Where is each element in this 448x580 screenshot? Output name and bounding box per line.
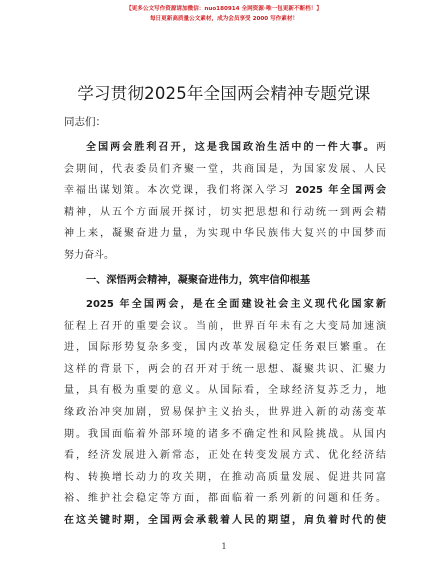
text-run: 缘政治冲突加剧，贸易保护主义抬头，世界进入新的动荡变革 bbox=[64, 407, 386, 418]
text-line bbox=[64, 317, 386, 332]
text-line bbox=[64, 489, 386, 504]
bold-run: 2025 年全国两会，是在全面建设社会主义现代化国家新 bbox=[86, 299, 386, 310]
text-line bbox=[86, 295, 386, 310]
text-line bbox=[64, 224, 386, 239]
text-run: 征程上召开的重要会议。当前，世界百年未有之大变局加速演 bbox=[64, 320, 386, 332]
section-heading-1: 一、深悟两会精神，凝聚奋进伟力，筑牢信仰根基 bbox=[86, 275, 311, 286]
banner-line-1: 【更多公文写作资源请加微信：nuo180914 全网资源·唯一包更新不断档！】 bbox=[126, 6, 322, 12]
bold-run: 2025 年全国两会 bbox=[295, 185, 386, 197]
text-line bbox=[64, 511, 386, 526]
text-run: 裕、维护社会稳定等方面，都面临着一系列新的问题和任务。 bbox=[64, 493, 386, 505]
text-run: 构、转换增长动力的攻关期，在推动高质量发展、促进共同富 bbox=[64, 471, 386, 483]
text-line bbox=[64, 468, 386, 483]
text-run: 精神，从五个方面展开探讨，切实把思想和行动统一到两会精 bbox=[64, 206, 386, 218]
text-line bbox=[64, 425, 386, 440]
banner-line-2: 每日更新高质量公文素材，成为会员享受 2000 写作素材！ bbox=[149, 16, 299, 22]
bold-run: 全国两会胜利召开，这是我国政治生活中的一件大事。 bbox=[86, 142, 376, 153]
page-number: 1 bbox=[221, 542, 227, 551]
header-banner bbox=[0, 4, 448, 24]
text-run: 看，经济发展进入新常态，正处在转变发展方式、优化经济结 bbox=[64, 450, 386, 462]
text-line bbox=[64, 403, 386, 418]
text-line bbox=[64, 338, 386, 353]
text-run: 两 bbox=[376, 142, 386, 153]
text-run: 幸福出谋划策。本次党课，我们将深入学习 bbox=[64, 185, 296, 197]
text-line bbox=[64, 360, 386, 375]
text-run: 努力奋斗。 bbox=[64, 250, 114, 261]
text-run: 期。我国面临着外部环境的诸多不确定性和风险挑战。从国内 bbox=[64, 428, 386, 440]
greeting: 同志们： bbox=[64, 116, 106, 128]
text-run: 会期间，代表委员们齐聚一堂，共商国是，为国家发展、人民 bbox=[64, 163, 386, 175]
text-line bbox=[64, 446, 386, 461]
text-line bbox=[64, 203, 386, 218]
text-line bbox=[64, 181, 386, 196]
document-title: 学习贯彻2025年全国两会精神专题党课 bbox=[77, 84, 371, 103]
text-line bbox=[64, 160, 386, 175]
bold-run: 在这关键时期，全国两会承载着人民的期望，肩负着时代的使 bbox=[64, 515, 386, 526]
text-line bbox=[64, 381, 386, 396]
text-line bbox=[64, 246, 386, 261]
text-run: 量，具有极为重要的意义。从国际看，全球经济复苏乏力，地 bbox=[64, 385, 386, 397]
text-line bbox=[86, 138, 386, 153]
text-run: 这样的背景下，两会的召开对于统一思想、凝聚共识、汇聚力 bbox=[64, 363, 386, 375]
text-run: 进，国际形势复杂多变，国内改革发展稳定任务艰巨繁重。在 bbox=[64, 342, 386, 354]
text-run: 神上来，凝聚奋进力量，为实现中华民族伟大复兴的中国梦而 bbox=[64, 228, 386, 240]
